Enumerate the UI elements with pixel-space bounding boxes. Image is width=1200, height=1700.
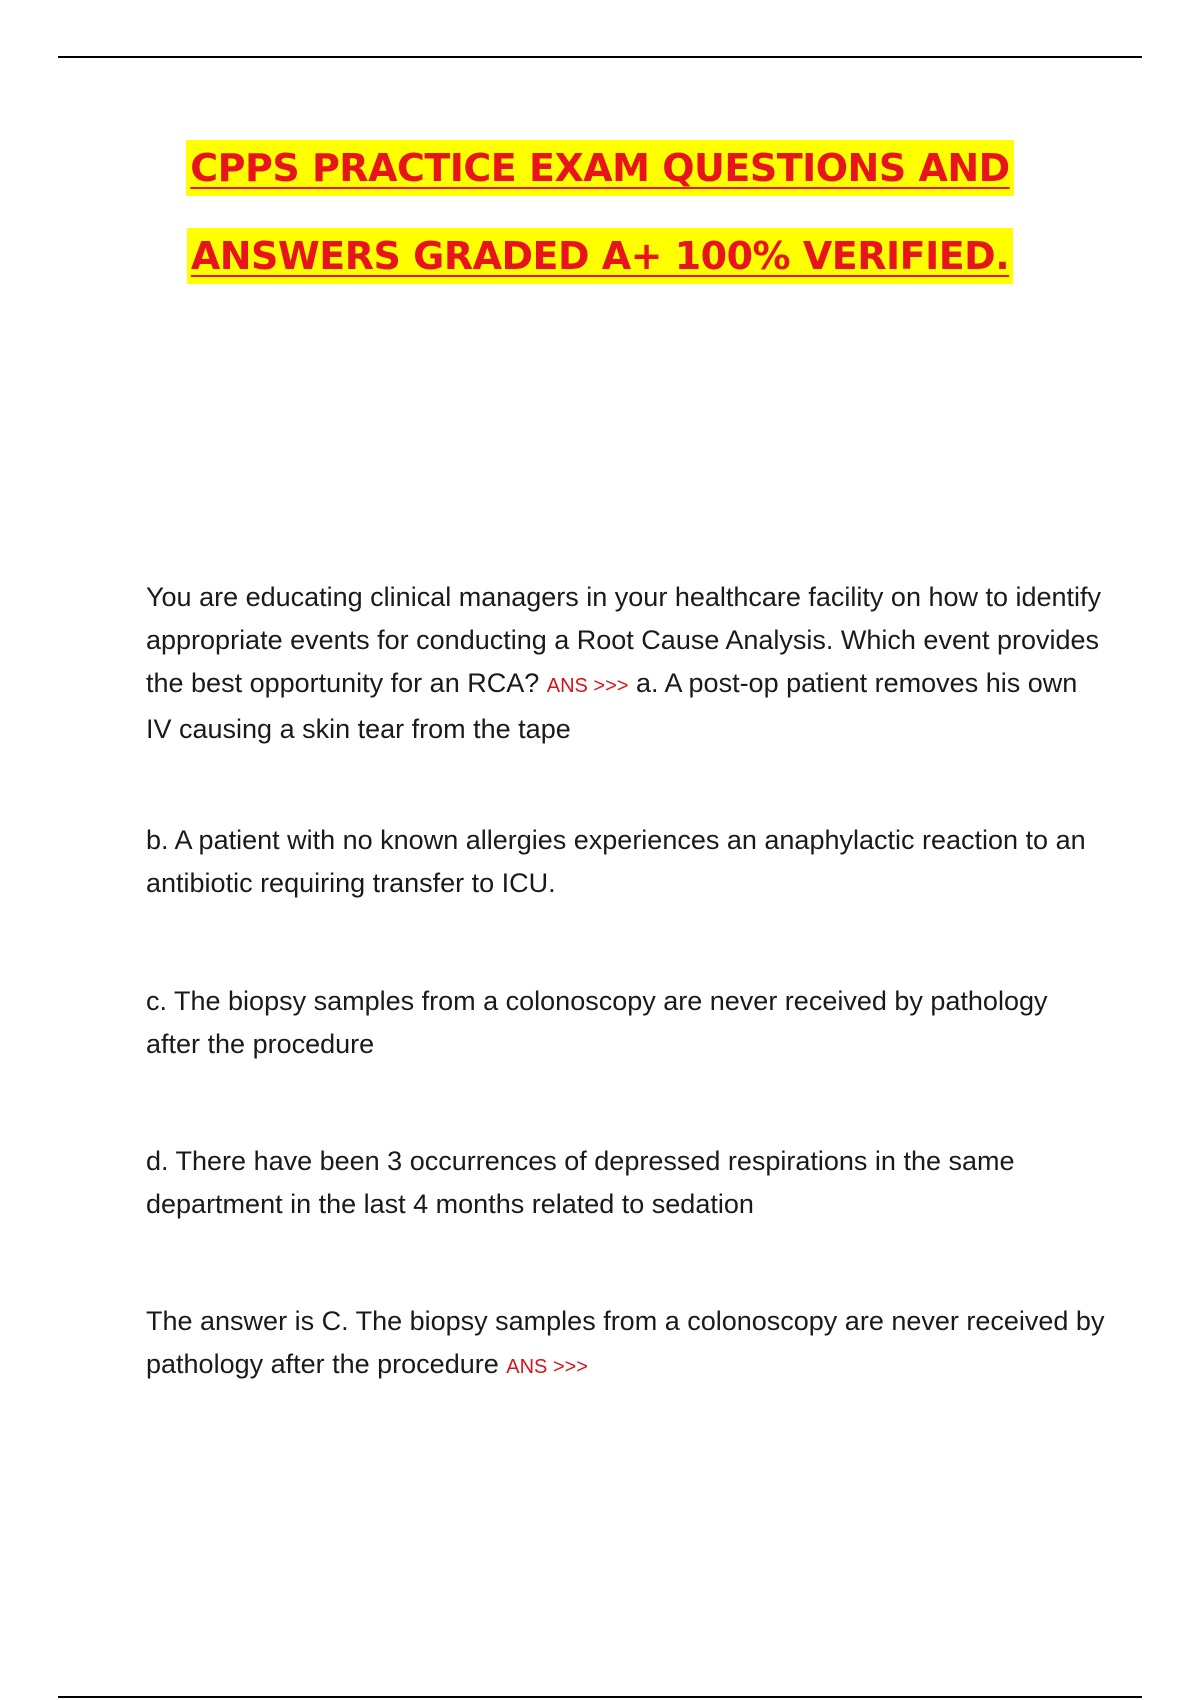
option-c-paragraph [146,980,1106,1066]
option-b: b. A patient with no known allergies experiences an anaphylactic reaction to an antibiotic requiring transfer to ICU. [146,825,1086,898]
answer-marker-end: ANS >>> [506,1356,588,1378]
title-line-2: ANSWERS GRADED A+ 100% VERIFIED. [187,228,1013,284]
top-rule [58,56,1142,58]
title-line-1: CPPS PRACTICE EXAM QUESTIONS AND [186,140,1013,196]
option-d: d. There have been 3 occurrences of depressed respirations in the same department in the last 4 months related to sedation [146,1146,1015,1219]
option-b-paragraph [146,819,1106,905]
option-c: c. The biopsy samples from a colonoscopy are never received by pathology after the procedure [146,986,1048,1059]
answer-paragraph [146,1300,1106,1389]
option-a: a. A post-op patient removes his own IV causing a skin tear from the tape [146,668,1078,744]
question-stem-paragraph [146,576,1106,751]
question-stem: You are educating clinical managers in your healthcare facility on how to identify appropriate events for conducting a Root Cause Analysis. Which event provides the best opportunity for an RCA? [146,582,1102,698]
bottom-rule [58,1696,1142,1698]
answer-marker: ANS >>> [546,675,629,697]
answer-text: The answer is C. The biopsy samples from a colonoscopy are never received by pathology after the procedure [146,1306,1105,1379]
document-title [0,140,1200,316]
option-d-paragraph [146,1140,1106,1226]
